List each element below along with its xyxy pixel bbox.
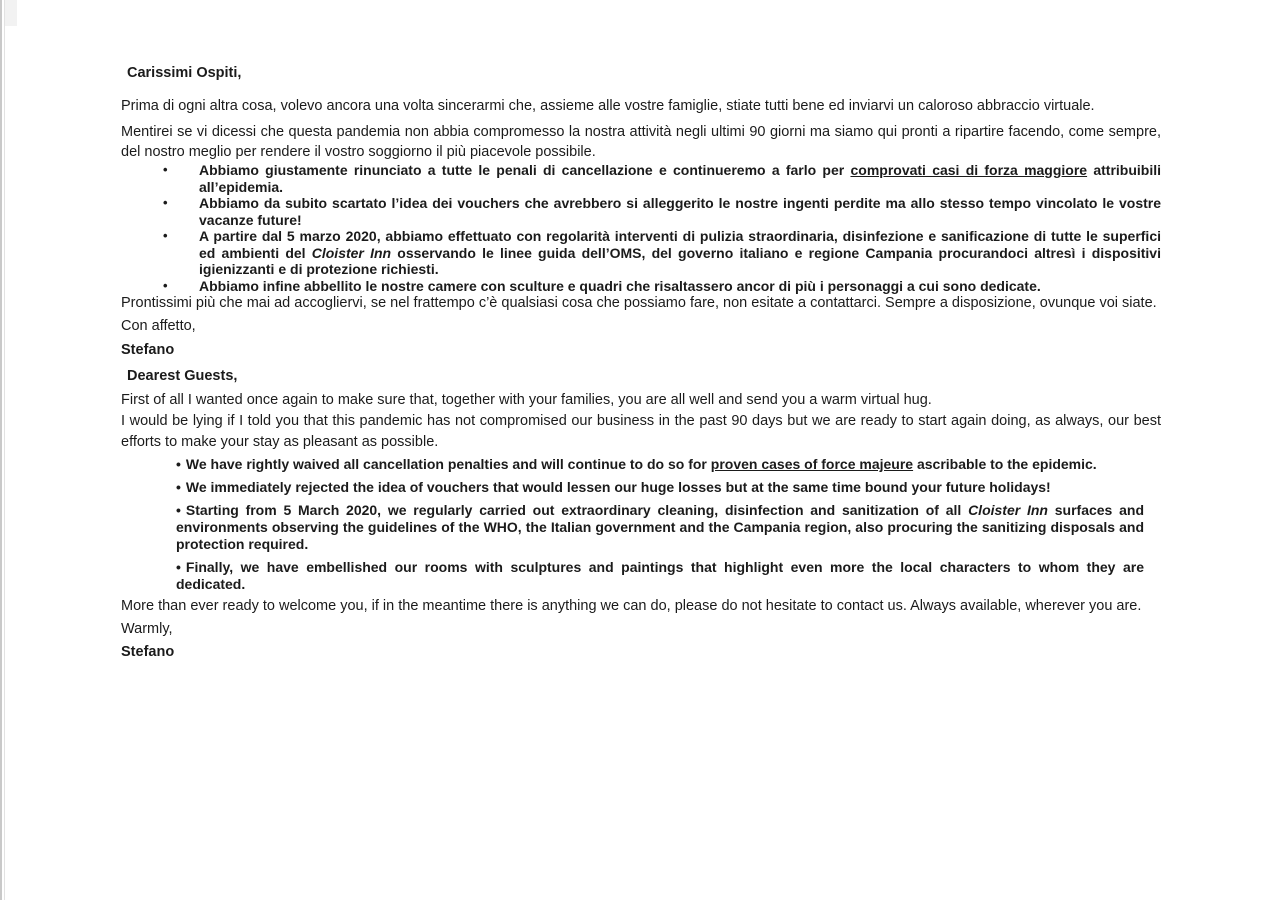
- italian-bullet-3-text: A partire dal 5 marzo 2020, abbiamo effettuato con regolarità interventi di pulizia straordinaria, disinfezione e sanificazione di tutte le superfici ed ambienti del Cloister Inn osservando le linee guida dell’OMS, del governo italiano e regione Campania procurandoci altresì i dispositivi igienizzanti e di protezione richiesti.: [199, 228, 1161, 277]
- underlined-phrase: proven cases of force majeure: [710, 456, 914, 472]
- english-bullet-1: • We have rightly waived all cancellation penalties and will continue to do so for proven cases of force majeure ascribable to the epidemic.: [176, 456, 1097, 472]
- english-closing-paragraph: More than ever ready to welcome you, if in the meantime there is anything we can do, please do not hesitate to contact us. Always available, wherever you are.: [121, 598, 1142, 614]
- italian-salutation: Carissimi Ospiti,: [127, 65, 242, 81]
- italian-bullet-2: [121, 195, 1161, 228]
- italian-signature: Stefano: [121, 342, 175, 358]
- page-corner-artifact: [5, 0, 17, 26]
- hotel-name: Cloister Inn: [311, 244, 392, 261]
- english-paragraph-1: First of all I wanted once again to make sure that, together with your families, you are all well and send you a warm virtual hug.: [121, 392, 932, 408]
- page-left-edge: [0, 0, 2, 900]
- italian-bullet-1-text: Abbiamo giustamente rinunciato a tutte le penali di cancellazione e continueremo a farlo per comprovati casi di forza maggiore attribuibili all’epidemia.: [199, 162, 1162, 195]
- english-valediction: Warmly,: [121, 621, 173, 637]
- english-bullet-4: • Finally, we have embellished our rooms with sculptures and paintings that highlight even more the local characters to whom they are dedicated.: [176, 559, 1144, 592]
- underlined-phrase: comprovati casi di forza maggiore: [850, 162, 1088, 178]
- italian-bullet-2-text: Abbiamo da subito scartato l’idea dei vouchers che avrebbero si alleggerito le nostre ingenti perdite ma allo stesso tempo vincolato le vostre vacanze future!: [199, 195, 1161, 228]
- italian-bullet-1: [121, 162, 1161, 195]
- english-signature: Stefano: [121, 644, 175, 660]
- italian-bullet-3: [121, 228, 1161, 278]
- bullet-icon: •: [163, 277, 168, 293]
- english-salutation: Dearest Guests,: [127, 367, 238, 384]
- bullet-icon: •: [176, 479, 181, 495]
- italian-bullet-4-text: Abbiamo infine abbellito le nostre camere con sculture e quadri che risaltassero ancor di più i personaggi a cui sono dedicate.: [199, 277, 1041, 294]
- bullet-icon: •: [176, 559, 181, 575]
- english-bullet-2: • We immediately rejected the idea of vouchers that would lessen our huge losses but at the same time bound your future holidays!: [176, 479, 1051, 495]
- bullet-icon: •: [163, 162, 168, 177]
- english-bullet-list: [176, 456, 1144, 593]
- bullet-icon: •: [163, 195, 168, 210]
- italian-bullet-list: [121, 162, 1161, 294]
- bullet-icon: •: [176, 456, 181, 472]
- italian-closing-paragraph: Prontissimi più che mai ad accogliervi, se nel frattempo c’è qualsiasi cosa che possiamo fare, non esitate a contattarci. Sempre a disposizione, ovunque voi siate.: [121, 295, 1157, 311]
- hotel-name: Cloister Inn: [968, 502, 1048, 518]
- page-left-edge-line: [4, 0, 5, 900]
- bullet-icon: •: [176, 502, 181, 518]
- bullet-icon: •: [163, 228, 168, 243]
- letter-body: [121, 64, 1161, 669]
- italian-paragraph-1: Prima di ogni altra cosa, volevo ancora una volta sincerarmi che, assieme alle vostre famiglie, stiate tutti bene ed inviarvi un caloroso abbraccio virtuale.: [121, 97, 1095, 114]
- english-bullet-3: • Starting from 5 March 2020, we regularly carried out extraordinary cleaning, disinfection and sanitization of all Cloister Inn surfaces and environments observing the guidelines of the WHO, the Italian government and the Campania region, also procuring the sanitizing disposals and protection required.: [176, 502, 1145, 552]
- english-paragraph-2: I would be lying if I told you that this pandemic has not compromised our business in the past 90 days but we are ready to start again doing, as always, our best efforts to make your stay as pleasant as possible.: [121, 413, 1161, 450]
- italian-valediction: Con affetto,: [121, 317, 196, 334]
- italian-bullet-4: [121, 278, 1161, 295]
- italian-paragraph-2: Mentirei se vi dicessi che questa pandemia non abbia compromesso la nostra attività negli ultimi 90 giorni ma siamo qui pronti a ripartire facendo, come sempre, del nostro meglio per rendere il vostro soggiorno il più piacevole possibile.: [121, 124, 1161, 160]
